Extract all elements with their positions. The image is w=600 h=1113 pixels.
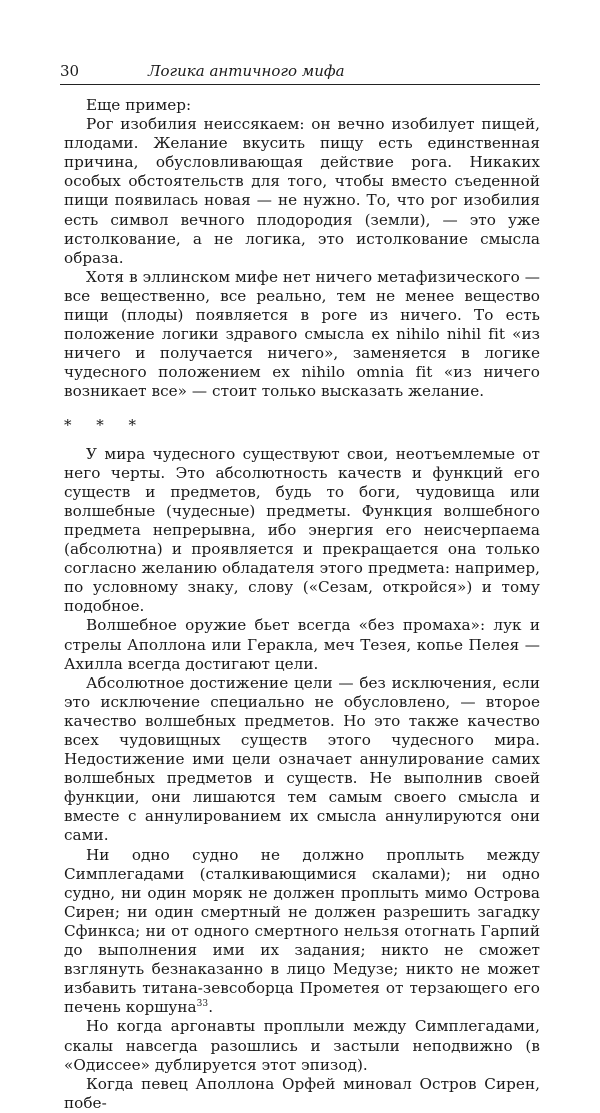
running-title: Логика античного мифа	[148, 62, 345, 80]
paragraph: Волшебное оружие бьет всегда «без промаха»: лук и стрелы Аполлона или Геракла, меч Тезея, копье Пелея — Ахилла всегда достигают цели.	[64, 616, 540, 673]
section-break: * * *	[64, 415, 147, 434]
paragraph: Абсолютное достижение цели — без исключения, если это исключение специально не обусловлено, — второе качество волшебных предметов. Но это также качество всех чудовищных существ этого чудесного мира. Недостижение ими цели означает аннулирование самих волшебных предметов и существ. Не выполнив своей функции, они лишаются тем самым своего смысла и вместе с аннулированием их смысла аннулируются они сами.	[64, 673, 540, 845]
paragraph: Рог изобилия неиссякаем: он вечно изобилует пищей, плодами. Желание вкусить пищу есть единственная причина, обусловливающая действие рога. Никаких особых обстоятельств для того, чтобы вместо съеденной пищи появилась новая — не нужно. То, что рог изобилия есть символ вечного плодородия (земли), — это уже истолкование, а не логика, это истолкование смысла образа.	[64, 115, 540, 267]
paragraph	[64, 846, 540, 1018]
footnote-ref: 33	[196, 999, 209, 1010]
paragraph: У мира чудесного существуют свои, неотъемлемые от него черты. Это абсолютность качеств и функций его существ и предметов, будь то боги, чудовища или волшебные (чудесные) предметы. Функция волшебного предмета непрерывна, ибо энергия его неисчерпаема (абсолютна) и проявляется и прекращается она только согласно желанию обладателя этого предмета: например, по условному знаку, слову («Сезам, откройся») и тому подобное.	[64, 444, 540, 616]
paragraph-text: Ни одно судно не должно проплыть между Симплегадами (сталкивающимися скалами); ни одно судно, ни один моряк не должен проплыть мимо Острова Сирен; ни один смертный не должен разрешить загадку Сфинкса; ни от одного смертного нельзя отогнать Гарпий до выполнения ими их задания; никто не сможет взглянуть безнаказанно в лицо Медузе; никто не может избавить титана-зевсоборца Прометея от терзающего его печень коршуна	[64, 845, 540, 1017]
page-number: 30	[60, 62, 80, 80]
paragraph: Еще пример:	[86, 96, 192, 114]
paragraph-end: .	[208, 998, 214, 1017]
paragraph: Но когда аргонавты проплыли между Симплегадами, скалы навсегда разошлись и застыли неподвижно (в «Одиссее» дублируется этот эпизод).	[64, 1017, 540, 1074]
running-head	[60, 58, 540, 85]
body-text	[64, 96, 540, 1113]
paragraph: Хотя в эллинском мифе нет ничего метафизического — все вещественно, все реально, тем не менее вещество пищи (плоды) появляется в роге из ничего. То есть положение логики здравого смысла ex nihilo nihil fit «из ничего и получается ничего», заменяется в логике чудесного положением ex nihilo omnia fit «из ничего возникает все» — стоит только высказать желание.	[64, 267, 540, 401]
paragraph: Когда певец Аполлона Орфей миновал Остров Сирен, побе-	[64, 1074, 540, 1112]
